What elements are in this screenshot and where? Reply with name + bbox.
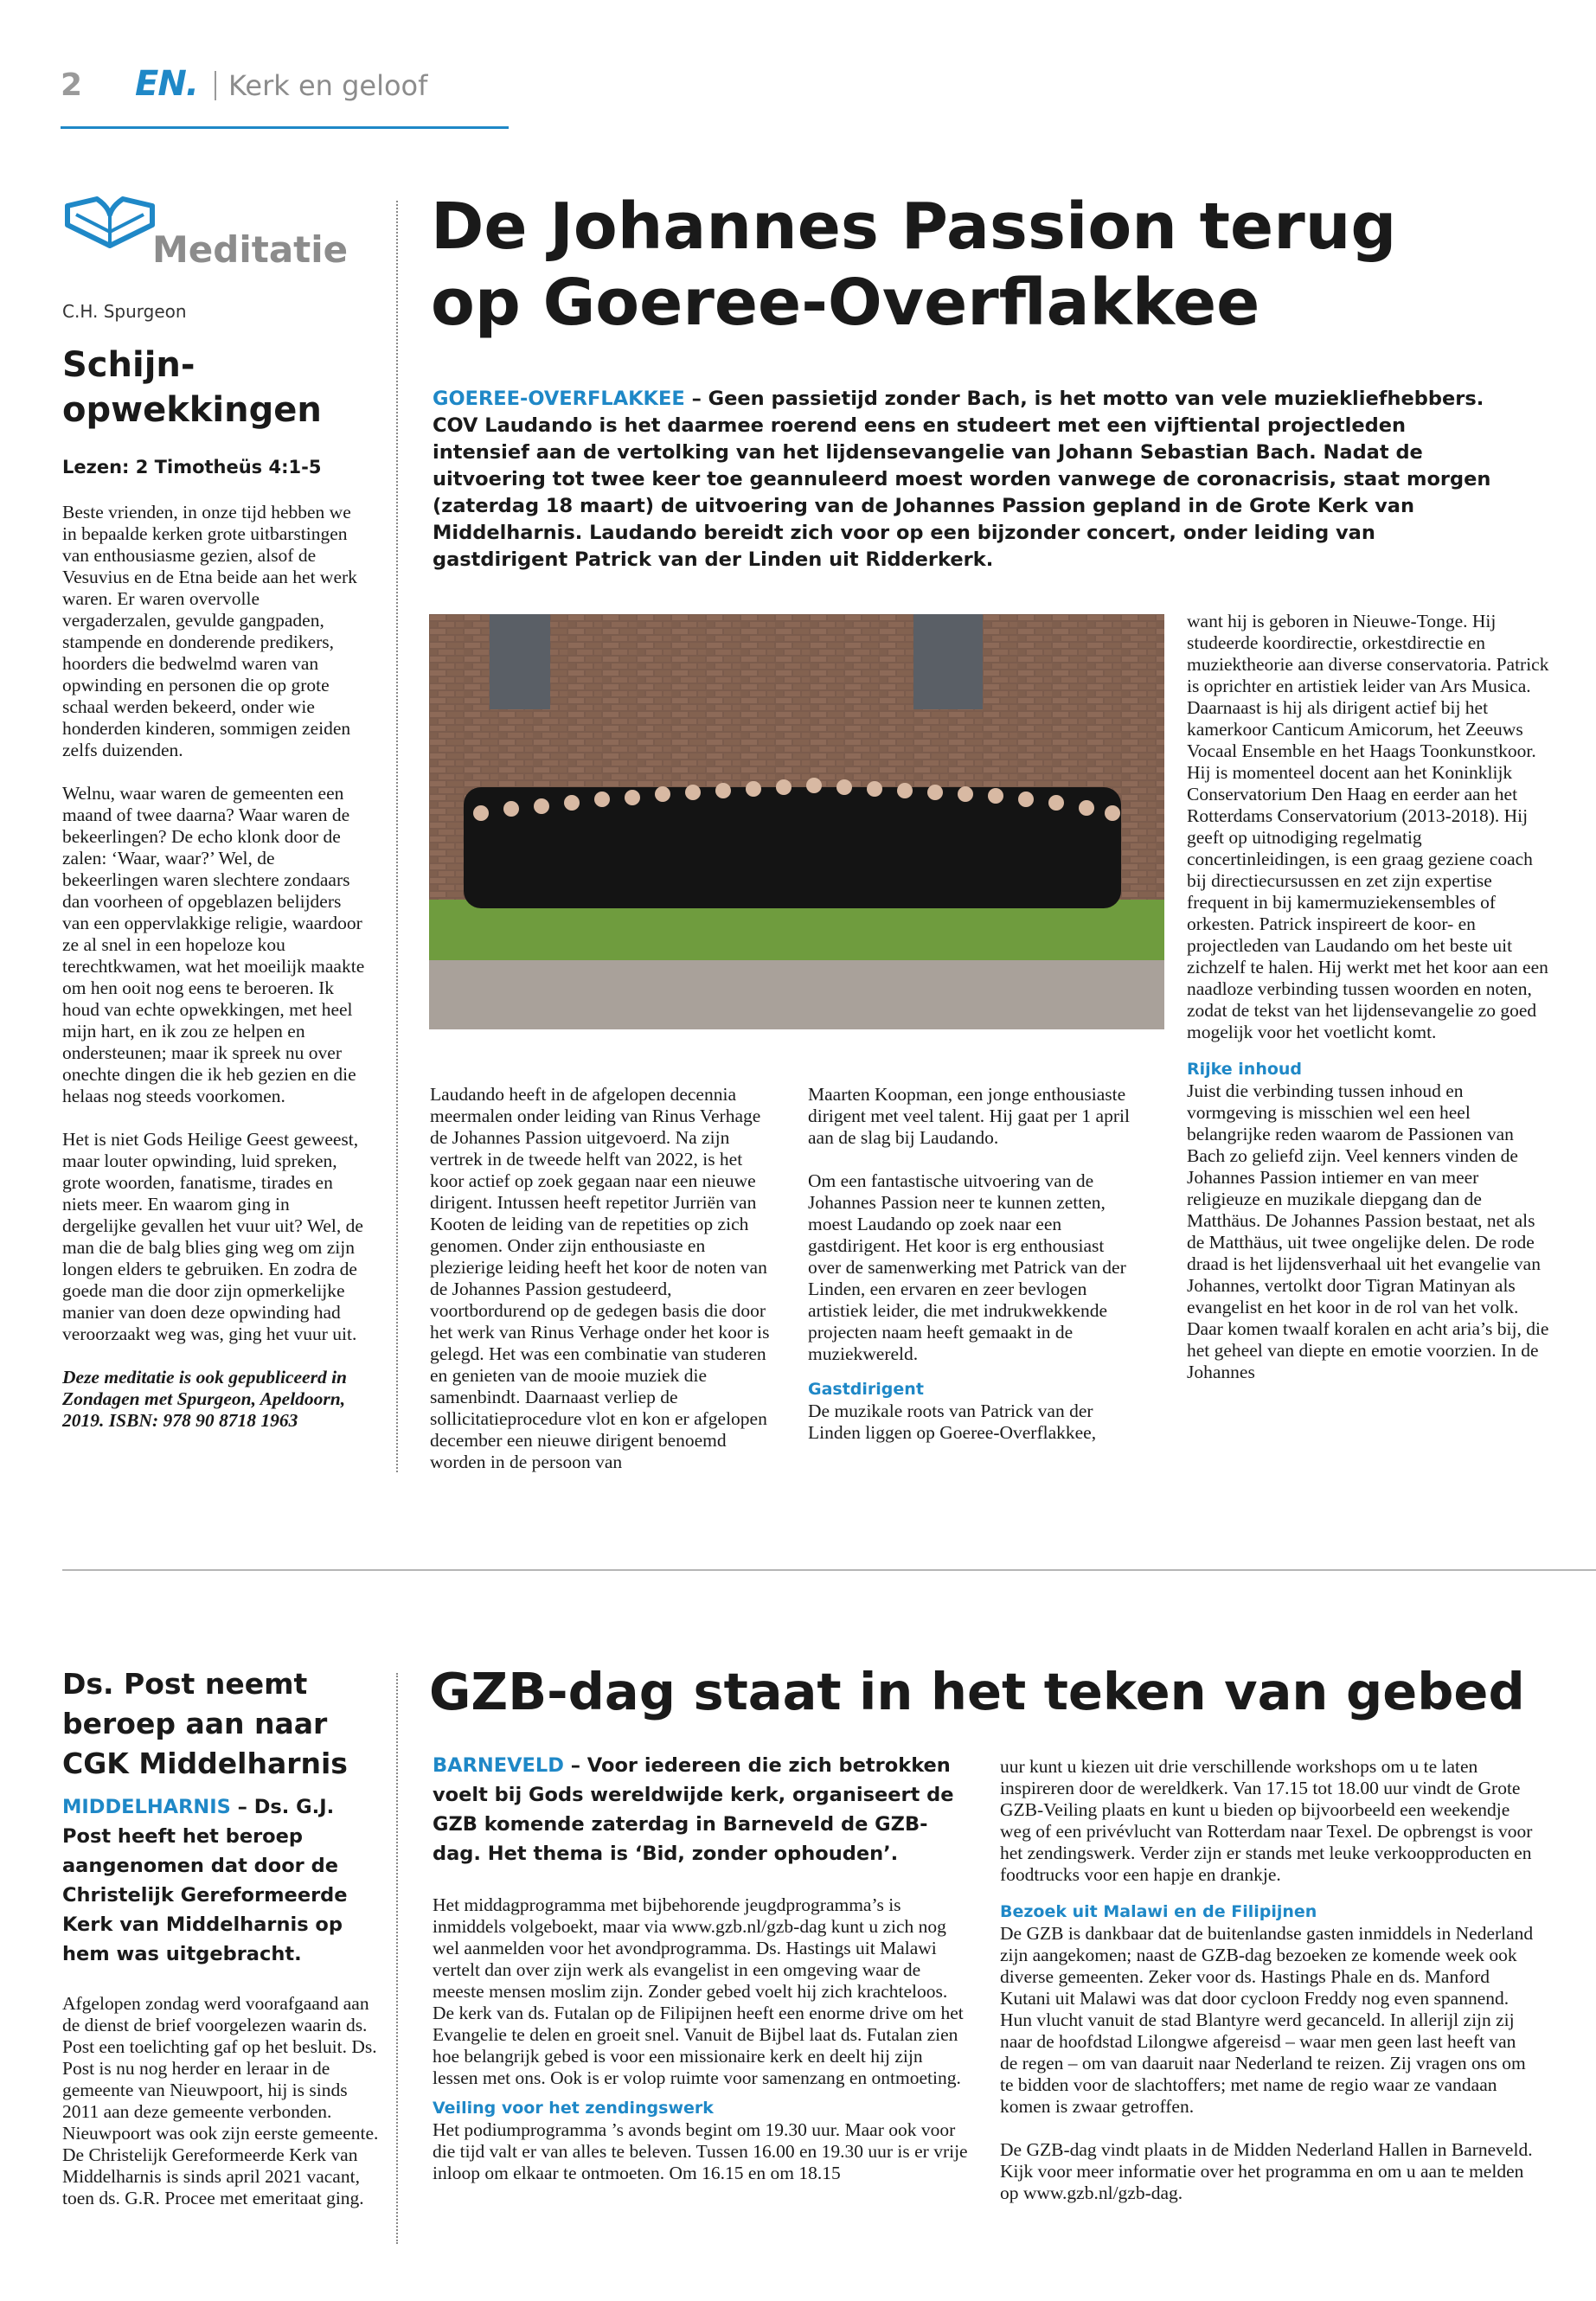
main-col-3 <box>1187 611 1550 1383</box>
main-dateline: GOEREE-OVERFLAKKEE <box>433 388 685 410</box>
main-paragraph: Om een fantastische uitvoering van de Johannes Passion neer te kunnen zetten, moest Laudando op zoek naar een gastdirigent. Het koor is erg enthousiast over de samenwerking met Patrick van der Linden, een ervaren en zeer bevlogen artistiek leider, die met indrukwekkende projecten naam heeft gemaakt in de muziekwereld. <box>808 1170 1126 1364</box>
meditation-author: C.H. Spurgeon <box>62 301 187 322</box>
section-separator <box>62 1569 1596 1571</box>
gzb-paragraph: De GZB-dag vindt plaats in de Midden Nederland Hallen in Barneveld. Kijk voor meer informatie over het programma en om u aan te melden op www.gzb.nl/gzb-dag. <box>1000 2139 1533 2203</box>
subheading-bezoek: Bezoek uit Malawi en de Filipijnen <box>1000 1902 1317 1921</box>
header-divider <box>215 71 216 100</box>
post-dateline: MIDDELHARNIS <box>62 1796 231 1818</box>
gzb-dateline: BARNEVELD <box>433 1754 564 1777</box>
post-body: Afgelopen zondag werd voorafgaand aan de dienst de brief voorgelezen waarin ds. Post een toelichting gaf op het besluit. Ds. Post is nu nog herder en leraar in de gemeente van Nieuwpoort, hij is sinds 2011 aan deze gemeente verbonden. Nieuwpoort was ook zijn eerste gemeente. De Christelijk Gereformeerde Kerk van Middelharnis is sinds april 2021 vacant, toen ds. G.R. Procee met emeritaat ging. <box>62 1993 379 2208</box>
page-number: 2 <box>61 67 83 103</box>
page-header <box>61 64 510 130</box>
post-lead <box>62 1792 382 1969</box>
meditation-reading: Lezen: 2 Timotheüs 4:1-5 <box>62 457 322 478</box>
open-book-icon <box>62 180 157 249</box>
gzb-paragraph: uur kunt u kiezen uit drie verschillende workshops om u te laten inspireren door de wereldkerk. Van 17.15 tot 18.00 uur vindt de Grote GZB-Veiling plaats en kunt u bieden op bijvoorbeeld een weekendje weg of een privévlucht van Rotterdam naar Texel. De opbrengst is voor het zendingswerk. Verder zijn er stands met leuke verkoopproducten en foodtrucks voor een hapje en drankje. <box>1000 1756 1533 1885</box>
gzb-paragraph: Het middagprogramma met bijbehorende jeugdprogramma’s is inmiddels volgeboekt, maar via www.gzb.nl/gzb-dag kunt u zich nog wel aanmelden voor het avondprogramma. Ds. Hastings uit Malawi vertelt dan over zijn werk als evangelist in een omgeving waar de meeste mensen moslim zijn. Zonder gebed voelt hij zich krachteloos. De kerk van ds. Futalan op de Filipijnen heeft een enorme drive om het Evangelie te delen en groeit snel. Vanuit de Bijbel laat ds. Futalan zien hoe belangrijk gebed is voor een missionaire kerk en deelt hij zijn lessen met ons. Ook is er volop ruimte voor samenzang en ontmoeting. <box>433 1894 964 2088</box>
main-col-1 <box>430 1084 776 1473</box>
post-lead-text: – Ds. G.J. Post heeft het beroep aangenomen dat door de Christelijk Gereformeerde Kerk van Middelharnis op hem was uitgebracht. <box>62 1796 348 1965</box>
subheading-rijke-inhoud: Rijke inhoud <box>1187 1060 1303 1079</box>
gzb-headline: GZB-dag staat in het teken van gebed <box>429 1662 1525 1721</box>
logo: EN. <box>135 64 198 104</box>
gzb-col-1 <box>433 1751 969 2184</box>
post-headline: Ds. Post neemt beroep aan naar CGK Middelharnis <box>62 1667 348 1780</box>
header-rule <box>61 126 509 129</box>
column-divider <box>396 201 398 1472</box>
meditation-source-note: Deze meditatie is ook gepubliceerd in Zondagen met Spurgeon, Apeldoorn, 2019. ISBN: 978 90 8718 1963 <box>62 1367 348 1431</box>
gzb-paragraph: De GZB is dankbaar dat de buitenlandse gasten inmiddels in Nederland zijn aangekomen; naast de GZB-dag bezoeken ze komende week ook diverse gemeenten. Zeker voor ds. Hastings Phale en ds. Manford Kutani uit Malawi was dat door cycloon Freddy nog even spannend. Hun vlucht vanuit de stad Blantyre werd gecanceld. In allerijl zijn zij naar de hoofdstad Lilongwe afgereisd – waar men geen last heeft van de regen – om van daaruit naar Nederland te reizen. Zij vragen ons om te bidden voor de slachtoffers; met name de regio waar ze vandaan komen is zwaar getroffen. <box>1000 1923 1534 2117</box>
main-paragraph: Laudando heeft in de afgelopen decennia meermalen onder leiding van Rinus Verhage de Johannes Passion uitgevoerd. Na zijn vertrek in de tweede helft van 2022, is het koor actief op zoek gegaan naar een nieuwe dirigent. Intussen heeft repetitor Jurriën van Kooten de leiding van de repetities op zich genomen. Onder zijn enthousiaste en plezierige leiding heeft het koor de noten van de Johannes Passion gestudeerd, voortbordurend op de gedegen basis die door het werk van Rinus Verhage onder het koor is gelegd. Het was een combinatie van studeren en genieten van de mooie muziek die samenbindt. Daarnaast verliep de sollicitatieprocedure vlot en kon er afgelopen december een nieuwe dirigent benoemd worden in de persoon van <box>430 1084 770 1472</box>
column-divider <box>396 1673 398 2244</box>
meditation-title: Schijn- opwekkingen <box>62 345 322 430</box>
subheading-veiling: Veiling voor het zendingswerk <box>433 2099 714 2118</box>
meditation-label: Meditatie <box>152 228 349 271</box>
main-intro <box>433 386 1497 574</box>
meditation-body <box>62 502 367 1432</box>
subheading-gastdirigent: Gastdirigent <box>808 1380 924 1399</box>
gzb-col-2 <box>1000 1756 1536 2204</box>
main-paragraph: De muzikale roots van Patrick van der Linden liggen op Goeree-Overflakkee, <box>808 1400 1097 1443</box>
main-paragraph: Maarten Koopman, een jonge enthousiaste dirigent met veel talent. Hij gaat per 1 april aan de slag bij Laudando. <box>808 1084 1130 1148</box>
main-paragraph: want hij is geboren in Nieuwe-Tonge. Hij studeerde koordirectie, orkestdirectie en muziektheorie aan diverse conservatoria. Patrick is oprichter en artistiek leider van Ars Musica. Daarnaast is hij als dirigent actief bij het kamerkoor Canticum Amicorum, het Zeeuws Vocaal Ensemble en het Haags Toonkunstkoor. Hij is momenteel docent aan het Koninklijk Conservatorium Den Haag en eerder aan het Rotterdams Conservatorium (2013-2018). Hij geeft op uitnodiging regelmatig concertinleidingen, is een graag geziene coach bij directiecursussen en zet zijn expertise frequent in bij kamermuziekensembles of orkesten. Patrick inspireert de koor- en projectleden van Laudando om het beste uit zichzelf te halen. Hij werkt met het koor aan een naadloze verbinding tussen woorden en noten, zodat de tekst van het lijdensevangelie zo goed mogelijk voor het voetlicht komt. <box>1187 611 1549 1042</box>
gzb-lead-text: – Voor iedereen die zich betrokken voelt bij Gods wereldwijde kerk, organiseert de GZB komende zaterdag in Barneveld de GZB-dag. Het thema is ‘Bid, zonder ophouden’. <box>433 1754 954 1865</box>
meditation-paragraph: Beste vrienden, in onze tijd hebben we in bepaalde kerken grote uitbarstingen van enthousiasme gezien, alsof de Vesuvius en de Etna beide aan het werk waren. Er waren overvolle vergaderzalen, gevulde gangpaden, stampende en donderende predikers, hoorders die bedwelmd waren van opwinding en personen die op grote schaal werden bekeerd, onder wie honderden kinderen, sommigen zeiden zelfs duizenden. <box>62 502 357 760</box>
meditation-paragraph: Het is niet Gods Heilige Geest geweest, maar louter opwinding, luid spreken, grote woorden, fanatisme, tirades en niets meer. En waarom ging in dergelijke gevallen het vuur uit? Wel, de man die de balg blies ging weg om zijn longen elders te gebruiken. En zodra de goede man die door zijn opmerkelijke manier van doen deze opwinding had veroorzaakt weg was, ging het vuur uit. <box>62 1129 363 1344</box>
main-col-2 <box>808 1084 1133 1444</box>
gzb-lead <box>433 1751 969 1868</box>
post-article <box>62 1664 382 2209</box>
main-paragraph: Juist die verbinding tussen inhoud en vormgeving is misschien wel een heel belangrijke reden waarom de Passionen van Bach zo geliefd zijn. Veel kenners vinden de Johannes Passion intiemer en van meer religieuze en muzikale diepgang dan de Matthäus. De Johannes Passion bestaat, net als de Matthäus, uit twee ongelijke delen. De rode draad is het lijdensverhaal uit het evangelie van Johannes, vertolkt door Tigran Matinyan als evangelist en het koor in de rol van het volk. Daar komen twaalf koralen en acht aria’s bij, die het geheel van diepte en emotie voorzien. In de Johannes <box>1187 1080 1549 1382</box>
meditation-paragraph: Welnu, waar waren de gemeenten een maand of twee daarna? Waar waren de bekeerlingen? De echo klonk door de zalen: ‘Waar, waar?’ Wel, de bekeerlingen waren slechtere zondaars dan voorheen of opgeblazen belijders van een oppervlakkige religie, waardoor ze al snel in een hopeloze kou terechtkwamen, wat het moeilijk maakte om hen ooit nog eens te beroeren. Ik houd van echte opwekkingen, met heel mijn hart, en ik zou ze helpen en ondersteunen; maar ik spreek nu over onechte dingen die ik heb gezien en die helaas nog steeds voorkomen. <box>62 783 365 1106</box>
main-intro-text: – Geen passietijd zonder Bach, is het motto van vele muziekliefhebbers. COV Laudando is het daarmee roerend eens en studeert met een vijftiental projectleden intensief aan de vertolking van het lijdensevangelie van Johann Sebastian Bach. Nadat de uitvoering tot twee keer toe geannuleerd moest worden vanwege de coronacrisis, staat morgen (zaterdag 18 maart) de uitvoering van de Johannes Passion gepland in de Grote Kerk van Middelharnis. Laudando bereidt zich voor op een bijzonder concert, onder leiding van gastdirigent Patrick van der Linden uit Ridderkerk. <box>433 388 1491 571</box>
gzb-paragraph: Het podiumprogramma ’s avonds begint om 19.30 uur. Maar ook voor die tijd valt er van alles te beleven. Tussen 16.00 en 19.30 uur is er vrije inloop om elkaar te ontmoeten. Om 16.15 en om 18.15 <box>433 2119 968 2183</box>
choir-photo <box>429 614 1164 1029</box>
section-title: Kerk en geloof <box>228 69 428 102</box>
main-headline: De Johannes Passion terug op Goeree-Overflakkee <box>431 189 1397 340</box>
